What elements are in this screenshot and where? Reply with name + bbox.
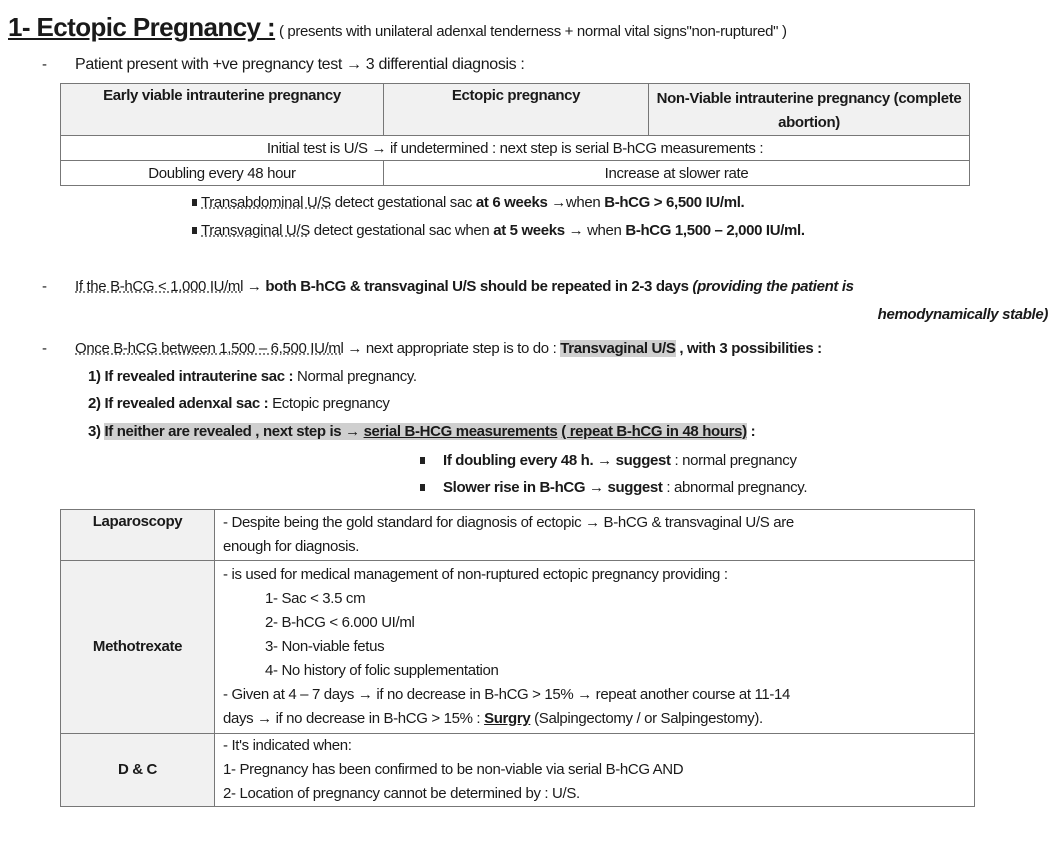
initial-test-row: Initial test is U/S → if undetermined : next step is serial B-hCG measurements : [61, 136, 970, 161]
title-subtitle: ( presents with unilateral adenxal tenderness + normal vital signs"non-ruptured" ) [278, 23, 787, 40]
criteria-item: 2- B-hCG < 6.000 UI/ml [265, 614, 415, 631]
criteria-item: 1- Sac < 3.5 cm [265, 590, 366, 607]
title-heading: 1- Ectopic Pregnancy : [8, 12, 276, 42]
sub-bullet: If doubling every 48 h. → suggest : normal pregnancy [420, 452, 797, 469]
dc-label: D & C [117, 761, 158, 778]
sub-bullet: Slower rise in B-hCG → suggest : abnormal pregnancy. [420, 479, 807, 496]
mid-hcg-bullet: Once B-hCG between 1,500 – 6,500 IU/ml → next appropriate step is to do : Transvaginal U/S , with 3 possibilities : [75, 340, 822, 357]
methotrexate-label: Methotrexate [92, 638, 183, 655]
management-table [60, 509, 975, 807]
laparoscopy-text: - Despite being the gold standard for diagnosis of ectopic → B-hCG & transvaginal U/S are [223, 514, 794, 531]
doubling-cell: Doubling every 48 hour [61, 161, 384, 186]
differential-table [60, 83, 970, 186]
low-hcg-bullet: If the B-hCG < 1.000 IU/ml → both B-hCG & transvaginal U/S should be repeated in 2-3 days (providing the patient is [75, 278, 854, 295]
possibility-item: 2) If revealed adenxal sac : Ectopic pregnancy [88, 395, 390, 412]
header-ectopic: Ectopic pregnancy [451, 87, 581, 104]
dc-text: 1- Pregnancy has been confirmed to be non-viable via serial B-hCG AND [223, 761, 684, 778]
header-early-viable: Early viable intrauterine pregnancy [103, 87, 341, 104]
possibility-item: 3) If neither are revealed , next step is → serial B-HCG measurements ( repeat B-hCG in 48 hours) : [88, 423, 756, 440]
dc-text: - It's indicated when: [223, 737, 352, 754]
methotrexate-intro: - is used for medical management of non-ruptured ectopic pregnancy providing : [223, 566, 728, 583]
low-hcg-bullet-cont: hemodynamically stable) [877, 306, 1048, 323]
bullet-text: Patient present with +ve pregnancy test → 3 differential diagnosis : [75, 56, 525, 73]
criteria-item: 3- Non-viable fetus [265, 638, 385, 655]
bullet-dash: - [42, 56, 47, 73]
methotrexate-followup: days → if no decrease in B-hCG > 15% : Surgry (Salpingectomy / or Salpingestomy). [223, 710, 763, 727]
section-title [8, 12, 787, 43]
dc-text: 2- Location of pregnancy cannot be determined by : U/S. [223, 785, 580, 802]
header-non-viable: Non-Viable intrauterine pregnancy (complete abortion) [656, 90, 962, 131]
laparoscopy-label: Laparoscopy [92, 513, 183, 530]
possibility-item: 1) If revealed intrauterine sac : Normal pregnancy. [88, 368, 417, 385]
bullet-dash: - [42, 278, 47, 295]
us-note: Transabdominal U/S detect gestational sac at 6 weeks →when B-hCG > 6,500 IU/ml. [192, 194, 744, 211]
bullet-dash: - [42, 340, 47, 357]
methotrexate-dosing: - Given at 4 – 7 days → if no decrease in B-hCG > 15% → repeat another course at 11-14 [223, 686, 791, 703]
criteria-item: 4- No history of folic supplementation [265, 662, 499, 679]
laparoscopy-text: enough for diagnosis. [223, 538, 360, 555]
us-note: Transvaginal U/S detect gestational sac when at 5 weeks → when B-hCG 1,500 – 2,000 IU/ml. [192, 222, 805, 239]
slower-rate-cell: Increase at slower rate [384, 161, 970, 186]
